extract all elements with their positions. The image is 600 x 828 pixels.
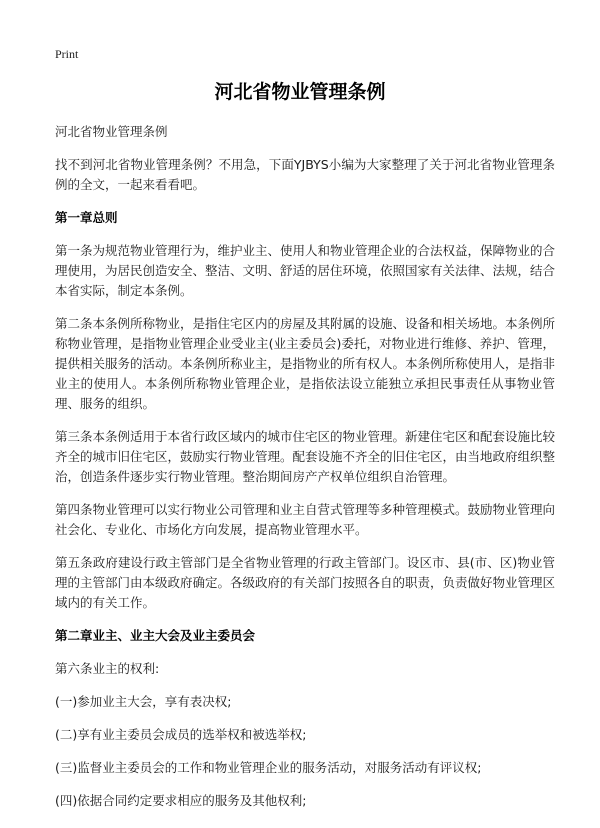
right-item-1: (一)参加业主大会，享有表决权;: [55, 694, 232, 709]
article-6-intro: 第六条业主的权利:: [55, 661, 160, 676]
right-item-4: (四)依据合同约定要求相应的服务及其他权利;: [55, 793, 307, 808]
article-3: 第三条本条例适用于本省行政区域内的城市住宅区的物业管理。新建住宅区和配套设施比较齐全的城市旧住宅区，鼓励实行物业管理。配套设施不齐全的旧住宅区，由当地政府组织整治，创造条件逐步实行物业管理。整治期间房产产权单位组织自治管理。: [55, 429, 556, 484]
subtitle: 河北省物业管理条例: [55, 124, 168, 139]
print-link[interactable]: Print: [55, 47, 79, 61]
document-body: [55, 122, 555, 824]
right-item-3: (三)监督业主委员会的工作和物业管理企业的服务活动，对服务活动有评议权;: [55, 760, 482, 775]
chapter-2-heading: 第二章业主、业主大会及业主委员会: [55, 628, 256, 643]
article-1: 第一条为规范物业管理行为，维护业主、使用人和物业管理企业的合法权益，保障物业的合理使用，为居民创造安全、整洁、文明、舒适的居住环境，依照国家有关法律、法规，结合本省实际，制定本条例。: [55, 243, 556, 298]
page-title: 河北省物业管理条例: [214, 81, 386, 103]
article-2: 第二条本条例所称物业，是指住宅区内的房屋及其附属的设施、设备和相关场地。本条例所称物业管理，是指物业管理企业受业主(业主委员会)委托，对物业进行维修、养护、管理，提供相关服务的活动。本条例所称业主，是指物业的所有权人。本条例所称使用人，是指非业主的使用人。本条例所称物业管理企业，是指依法设立能独立承担民事责任从事物业管理、服务的组织。: [55, 316, 556, 411]
intro-paragraph: 找不到河北省物业管理条例？不用急，下面YJBYS小编为大家整理了关于河北省物业管理条例的全文，一起来看看吧。: [55, 157, 555, 192]
chapter-1-heading: 第一章总则: [55, 210, 118, 225]
article-4: 第四条物业管理可以实行物业公司管理和业主自营式管理等多种管理模式。鼓励物业管理向社会化、专业化、市场化方向发展，提高物业管理水平。: [55, 502, 556, 537]
article-5: 第五条政府建设行政主管部门是全省物业管理的行政主管部门。设区市、县(市、区)物业管理的主管部门由本级政府确定。各级政府的有关部门按照各自的职责，负责做好物业管理区域内的有关工作。: [55, 555, 556, 610]
right-item-2: (二)享有业主委员会成员的选举权和被选举权;: [55, 727, 307, 742]
